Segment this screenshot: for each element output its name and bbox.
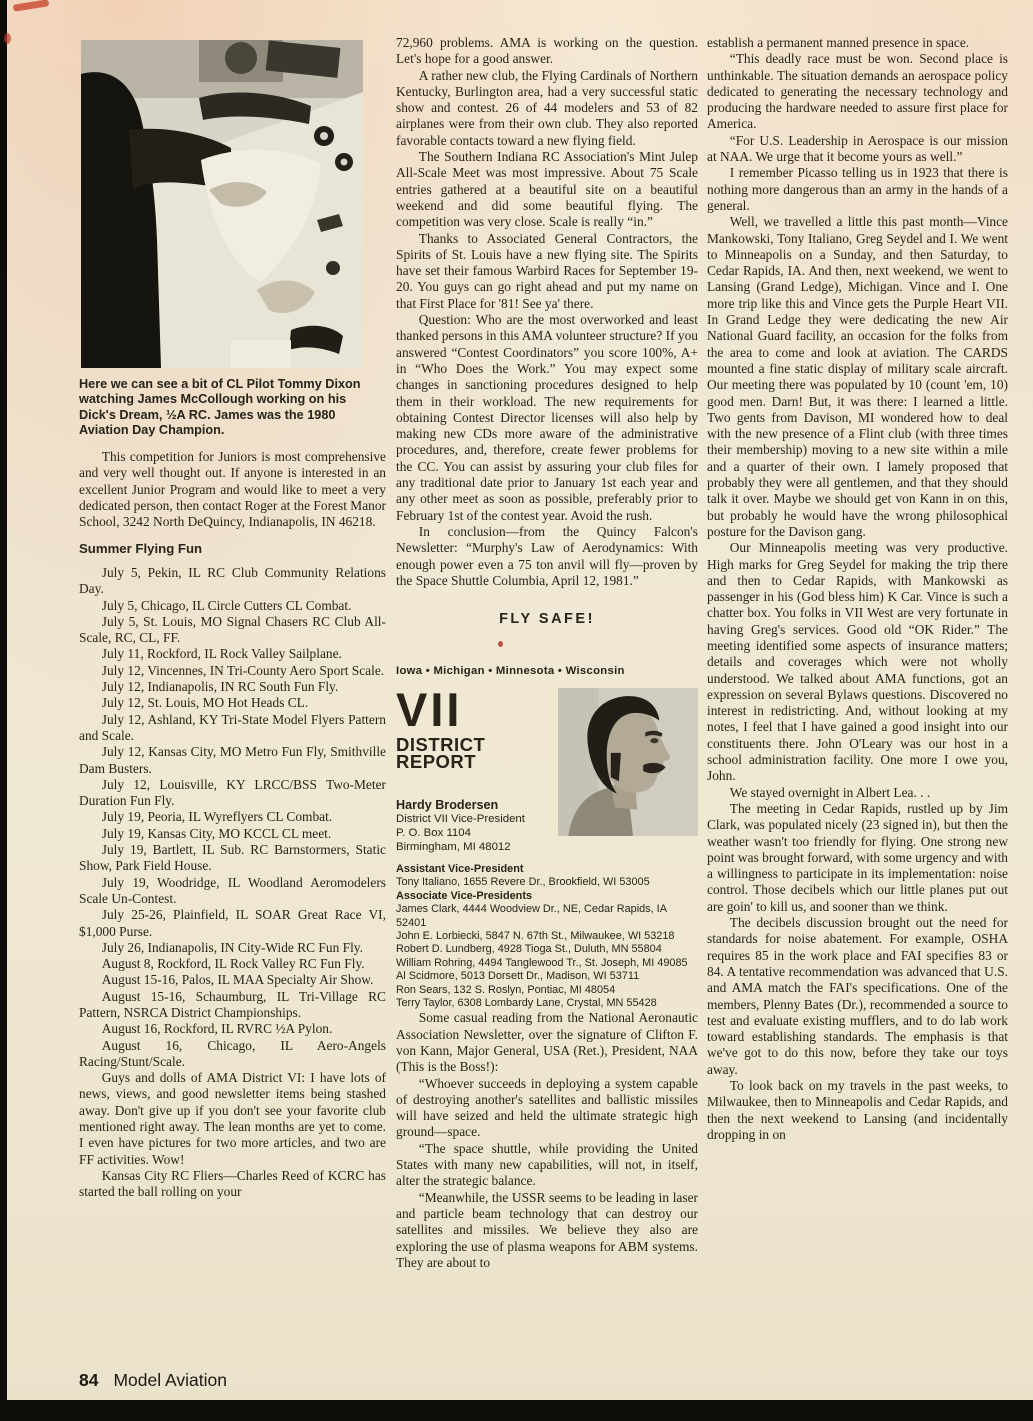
- body-paragraph: The Southern Indiana RC Association's Mint Julep All-Scale Meet was most impressive. About 75 Scale entries gathered at a beautiful site on a beautiful weekend and did some beautiful flying. The competition was very close. Scale is really “in.”: [396, 149, 698, 230]
- event-item: July 19, Woodridge, IL Woodland Aeromodelers Scale Un-Contest.: [79, 874, 386, 906]
- column-2: [396, 35, 698, 1271]
- body-paragraph: In conclusion—from the Quincy Falcon's Newsletter: “Murphy's Law of Aerodynamics: With enough power even a 75 ton anvil will fly—proven by the Space Shuttle Columbia, April 12, 1981.”: [396, 523, 698, 588]
- event-item: July 12, Louisville, KY LRCC/BSS Two-Meter Duration Fun Fly.: [79, 776, 386, 809]
- associate-vp-entry: Terry Taylor, 6308 Lombardy Lane, Crystal, MN 55428: [396, 996, 657, 1009]
- body-paragraph: Well, we travelled a little this past month—Vince Mankowski, Tony Italiano, Greg Seydel and I. We went to Minneapolis on a Sunday, and then Saturday, to Cedar Rapids, IA. And then, next weekend, we went to Lansing (Grand Ledge), Michigan. Vince and I. One more trip like this and Vince gets the Purple Heart VII. In Grand Ledge they were dedicating the new Air National Guard facility, an occasion for the folks from the area to come and look at aviation. The CARDS mounted a fine static display of military scale aircraft. Our meeting there was populated by 10 (count 'em, 10) good men. Darn! But, it was there: I learned a little. Two gents from Davison, MI wondered how to deal with the new presence of a Flint club (with three times their membership) moving to a new site within a mile and a quarter of their own. I lamely proposed that probably they were all gentlemen, and that they should talk it over. Maybe we should get von Kann in on this, but probably he would have the wrong philosophical posture for the Davison gang.: [707, 214, 1008, 539]
- body-paragraph: “This deadly race must be won. Second place is unthinkable. The situation demands an aerospace policy dedicated to generating the necessary technology and producing the hardware needed to assure first place for America.: [707, 51, 1008, 132]
- print-artifact-red-streak: [13, 0, 50, 12]
- district-report-header: [396, 663, 698, 1010]
- event-item: July 5, St. Louis, MO Signal Chasers RC Club All-Scale, RC, CL, FF.: [79, 613, 386, 646]
- event-item: July 26, Indianapolis, IN City-Wide RC Fun Fly.: [101, 939, 363, 955]
- section-heading: Summer Flying Fun: [79, 540, 203, 556]
- body-paragraph: establish a permanent manned presence in space.: [707, 35, 970, 50]
- magazine-title: Model Aviation: [113, 1370, 227, 1390]
- assistant-vp-label: Assistant Vice-President: [396, 862, 524, 875]
- event-item: July 12, Vincennes, IN Tri-County Aero Sport Scale.: [101, 662, 385, 678]
- body-paragraph: “Meanwhile, the USSR seems to be leading in laser and particle beam technology that can destroy our satellites and missiles. We believe they also are exploring the use of plasma weapons for ABM systems. They are about to: [396, 1189, 698, 1270]
- scan-edge-bottom: [0, 1400, 1033, 1421]
- page-footer: [79, 1370, 227, 1391]
- associate-vp-entry: John E. Lorbiecki, 5847 N. 67th St., Milwaukee, WI 53218: [396, 929, 675, 942]
- officer-portrait-illustration: [558, 688, 698, 836]
- body-paragraph: This competition for Juniors is most comprehensive and very well thought out. If anyone is interested in an excellent Junior Program and would like to meet a very dedicated person, then contact Roger at the Forest Manor School, 3242 North DeQuincy, Indianapolis, IN 46218.: [79, 449, 386, 530]
- officer-address-line1: P. O. Box 1104: [396, 826, 471, 839]
- officer-name: Hardy Brodersen: [396, 797, 499, 812]
- body-paragraph: Question: Who are the most overworked and least thanked persons in this AMA volunteer structure? If you answered “Contest Coordinators” you score 100%, A+ in “Who Does the Work.” You may expect some changes in sanctioning procedures designed to help them in their workload. The new requirements for obtaining Contest Director licenses will also help by making new CDs more aware of the administrative procedures, and, therefore, create fewer problems for the CC. You can assist by assuring your club files for any traditional date prior to January 1st each year and any other meet as soon as possible, preferably prior to February 1st of the contest year. Avoid the rush.: [396, 312, 698, 523]
- event-item: July 12, Indianapolis, IN RC South Fun Fly.: [101, 679, 339, 695]
- body-paragraph: 72,960 problems. AMA is working on the question. Let's hope for a good answer.: [396, 35, 698, 67]
- body-paragraph: Our Minneapolis meeting was very productive. High marks for Greg Seydel for making the trip there and then to Cedar Rapids, with Mankowski as passenger in his (God bless him) K Car. Vince is such a chatter box. You folks in VII West are very fortunate in having Greg's services. Good old “OK Rider.” The meeting identified some aspects of insurance matters; details and coverages which were not wholly understood. We talked about AMA functions, got an expression on several Bylaws questions. Discovered no interest in redistricting. And, without looking at my notes, I feel that I have gained a good insight into our constituents there. John O'Leary was our host in a school administration facility. One more I owe you, John.: [707, 540, 1008, 784]
- body-paragraph: We stayed overnight in Albert Lea. . .: [729, 784, 931, 800]
- district-title-row: [396, 682, 698, 854]
- body-paragraph: The decibels discussion brought out the need for standards for noise abatement. For example, OSHA requires 85 in the work place and FAI specifies 83 or 84. A tentative recommendation was advanced that U.S. and AMA match the FAI's specifications. One of the members, Plenny Bates (Dr.), recommended a source to test and evaluate existing mufflers, and to do lab work toward establishing standards. The emphasis is that we've got to do this now, before they take our toys away.: [707, 915, 1008, 1077]
- associate-vp-label: Associate Vice-Presidents: [396, 889, 532, 902]
- body-paragraph: Thanks to Associated General Contractors, the Spirits of St. Louis have a new flying site. The Spirits have set their famous Warbird Races for September 19-20. You guys can go right ahead and put my name on that First Place for '81! See ya' there.: [396, 230, 698, 311]
- district-number: VII: [396, 682, 463, 736]
- body-paragraph: “Whoever succeeds in deploying a system capable of destroying another's satellites and ballistic missiles will have seized and held the ultimate strategic high ground—space.: [396, 1075, 698, 1140]
- officer-title: District VII Vice-President: [396, 812, 525, 825]
- officer-portrait-photo: [558, 688, 698, 836]
- body-paragraph: “The space shuttle, while providing the United States with many new capabilities, will not, in itself, alter the strategic balance.: [396, 1140, 698, 1189]
- event-item: August 15-16, Schaumburg, IL Tri-Village RC Pattern, NSRCA District Championships.: [79, 988, 386, 1020]
- associate-vp-entry: Robert D. Lundberg, 4928 Tioga St., Duluth, MN 55804: [396, 943, 662, 956]
- body-paragraph: To look back on my travels in the past weeks, to Milwaukee, then to Minneapolis and Cedar Rapids, and then the next weekend to Lansing (and incidentally dropping in on: [707, 1078, 1008, 1142]
- column-3: [707, 35, 1008, 1143]
- event-item: July 5, Chicago, IL Circle Cutters CL Combat.: [101, 597, 352, 613]
- body-paragraph: Kansas City RC Fliers—Charles Reed of KCRC has started the ball rolling on your: [79, 1167, 386, 1200]
- column-1: [79, 40, 386, 1201]
- body-paragraph: Guys and dolls of AMA District VI: I have lots of news, views, and good newsletter items being stashed away. Don't give up if you don't see your favorite club mentioned right away. The lean months are yet to come. I even have pictures for two more articles, and two are FF activities. Wow!: [79, 1070, 386, 1167]
- scan-edge-left: [0, 0, 7, 1421]
- body-paragraph: I remember Picasso telling us in 1923 that there is nothing more dangerous than an army in the hands of a general.: [707, 165, 1008, 213]
- event-item: July 19, Kansas City, MO KCCL CL meet.: [101, 825, 332, 841]
- event-item: August 8, Rockford, IL Rock Valley RC Fun Fly.: [101, 956, 365, 972]
- event-item: August 16, Chicago, IL Aero-Angels Racing/Stunt/Scale.: [79, 1037, 386, 1069]
- event-item: July 25-26, Plainfield, IL SOAR Great Race VI, $1,000 Purse.: [79, 907, 386, 939]
- district-title-block: [396, 682, 546, 854]
- body-paragraph: The meeting in Cedar Rapids, rustled up by Jim Clark, was populated nicely (23 signed in), but then the weather wasn't too friendly for flying. One strong new point was brought forward, with some urgency and with a willingness to participate in its implementation: noise control. Those decibels which our little planes put out are goin' to kill us, and sooner than we think.: [707, 800, 1008, 914]
- district-officer-contact: [396, 798, 546, 854]
- body-paragraph: A rather new club, the Flying Cardinals of Northern Kentucky, Burlington area, had a very successful static show and contest. 26 of 44 modelers and 53 of 82 airplanes were from their own club. They also reported favorable contacts toward a new flying field.: [396, 67, 698, 148]
- event-item: July 19, Peoria, IL Wyreflyers CL Combat.: [101, 809, 333, 825]
- page-number: 84: [79, 1370, 99, 1390]
- district-states-list: Iowa • Michigan • Minnesota • Wisconsin: [396, 665, 625, 678]
- event-item: July 12, St. Louis, MO Hot Heads CL.: [101, 695, 309, 711]
- associate-vp-entry: James Clark, 4444 Woodview Dr., NE, Cedar Rapids, IA 52401: [396, 903, 667, 929]
- event-item: July 12, Ashland, KY Tri-State Model Flyers Pattern and Scale.: [79, 711, 386, 743]
- associate-vp-entry: William Rohring, 4494 Tanglewood Tr., St. Joseph, MI 49085: [396, 956, 688, 969]
- body-paragraph: “For U.S. Leadership in Aerospace is our mission at NAA. We urge that it become yours as well.”: [707, 132, 1008, 165]
- assistant-vp-entry: Tony Italiano, 1655 Revere Dr., Brookfield, WI 53005: [396, 876, 650, 889]
- district-report-title: DISTRICT REPORT: [396, 734, 486, 772]
- print-artifact-red-dot: [4, 33, 11, 44]
- event-item: July 5, Pekin, IL RC Club Community Relations Day.: [79, 564, 386, 597]
- event-item: July 11, Rockford, IL Rock Valley Sailplane.: [101, 646, 342, 662]
- assistant-vp-block: [396, 863, 698, 1010]
- event-item: August 15-16, Palos, IL MAA Specialty Air Show.: [101, 972, 374, 988]
- photo-caption: Here we can see a bit of CL Pilot Tommy Dixon watching James McCollough working on his Dick's Dream, ½A RC. James was the 1980 Aviation Day Champion.: [79, 377, 361, 437]
- workbench-photo: [81, 40, 363, 368]
- workbench-photo-illustration: [81, 40, 363, 368]
- event-item: July 12, Kansas City, MO Metro Fun Fly, Smithville Dam Busters.: [79, 744, 386, 776]
- event-item: August 16, Rockford, IL RVRC ½A Pylon.: [101, 1021, 333, 1037]
- event-item: July 19, Bartlett, IL Sub. RC Barnstormers, Static Show, Park Field House.: [79, 842, 386, 874]
- officer-address-line2: Birmingham, MI 48012: [396, 840, 511, 853]
- associate-vp-entry: Ron Sears, 132 S. Roslyn, Pontiac, MI 48054: [396, 983, 616, 996]
- body-paragraph: Some casual reading from the National Aeronautic Association Newsletter, over the signature of Clifton F. von Kann, Major General, USA (Ret.), President, NAA (This is the Boss!):: [396, 1010, 698, 1075]
- associate-vp-entry: Al Scidmore, 5013 Dorsett Dr., Madison, WI 53711: [396, 970, 640, 983]
- fly-safe-slogan: FLY SAFE!: [499, 611, 595, 628]
